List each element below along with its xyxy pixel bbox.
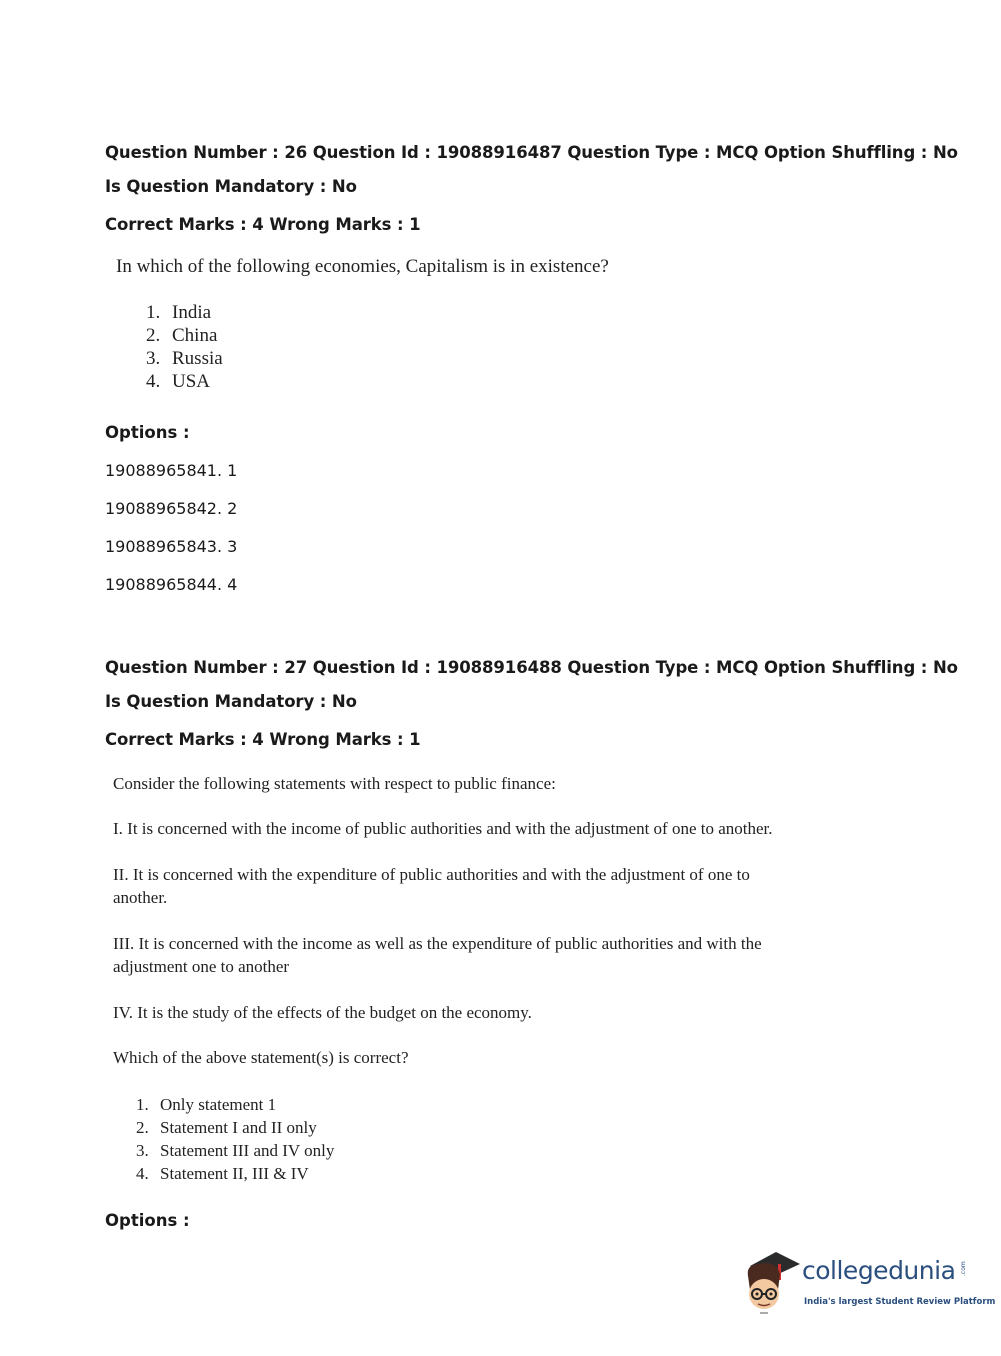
- q27-statement-3: III. It is concerned with the income as well as the expenditure of public authorities and with the adjustment one to another: [113, 934, 762, 976]
- q27-choice-3: 3. Statement III and IV only: [136, 1141, 335, 1160]
- mascot-icon: [742, 1250, 802, 1316]
- q27-statement-2: II. It is concerned with the expenditure of public authorities and with the adjustment of one to another.: [113, 865, 750, 907]
- q27-statement-4: IV. It is the study of the effects of the budget on the economy.: [113, 1003, 532, 1022]
- q26-options-label: Options :: [105, 423, 190, 442]
- q27-options-label: Options :: [105, 1211, 190, 1230]
- q26-mandatory: Is Question Mandatory : No: [105, 177, 357, 196]
- q27-choice-2: 2. Statement I and II only: [136, 1118, 317, 1137]
- logo-wordmark: collegedunia: [802, 1256, 956, 1285]
- logo-com: .com: [960, 1261, 967, 1276]
- q27-mandatory: Is Question Mandatory : No: [105, 692, 357, 711]
- q26-option-1: 19088965841. 1: [105, 461, 238, 480]
- q26-question-text: In which of the following economies, Capitalism is in existence?: [116, 256, 609, 277]
- q26-option-4: 19088965844. 4: [105, 575, 238, 594]
- logo-tagline: India's largest Student Review Platform: [804, 1297, 996, 1307]
- collegedunia-logo: [742, 1250, 996, 1320]
- q27-question-text: Which of the above statement(s) is correct?: [113, 1048, 409, 1067]
- q27-header: Question Number : 27 Question Id : 19088916488 Question Type : MCQ Option Shuffling : No: [105, 658, 958, 677]
- q27-choice-1: 1. Only statement 1: [136, 1095, 277, 1114]
- q27-choice-4: 4. Statement II, III & IV: [136, 1164, 309, 1183]
- q26-choice-4: 4. USA: [146, 371, 211, 392]
- q26-header: Question Number : 26 Question Id : 19088916487 Question Type : MCQ Option Shuffling : No: [105, 143, 958, 162]
- q26-option-2: 19088965842. 2: [105, 499, 238, 518]
- q27-marks: Correct Marks : 4 Wrong Marks : 1: [105, 730, 421, 749]
- q26-marks: Correct Marks : 4 Wrong Marks : 1: [105, 215, 421, 234]
- q26-option-3: 19088965843. 3: [105, 537, 238, 556]
- q26-choice-2: 2. China: [146, 325, 218, 346]
- q26-choice-1: 1. India: [146, 302, 212, 323]
- q27-intro: Consider the following statements with respect to public finance:: [113, 774, 556, 793]
- q27-statement-1: I. It is concerned with the income of public authorities and with the adjustment of one to another.: [113, 819, 773, 838]
- q26-choice-3: 3. Russia: [146, 348, 223, 369]
